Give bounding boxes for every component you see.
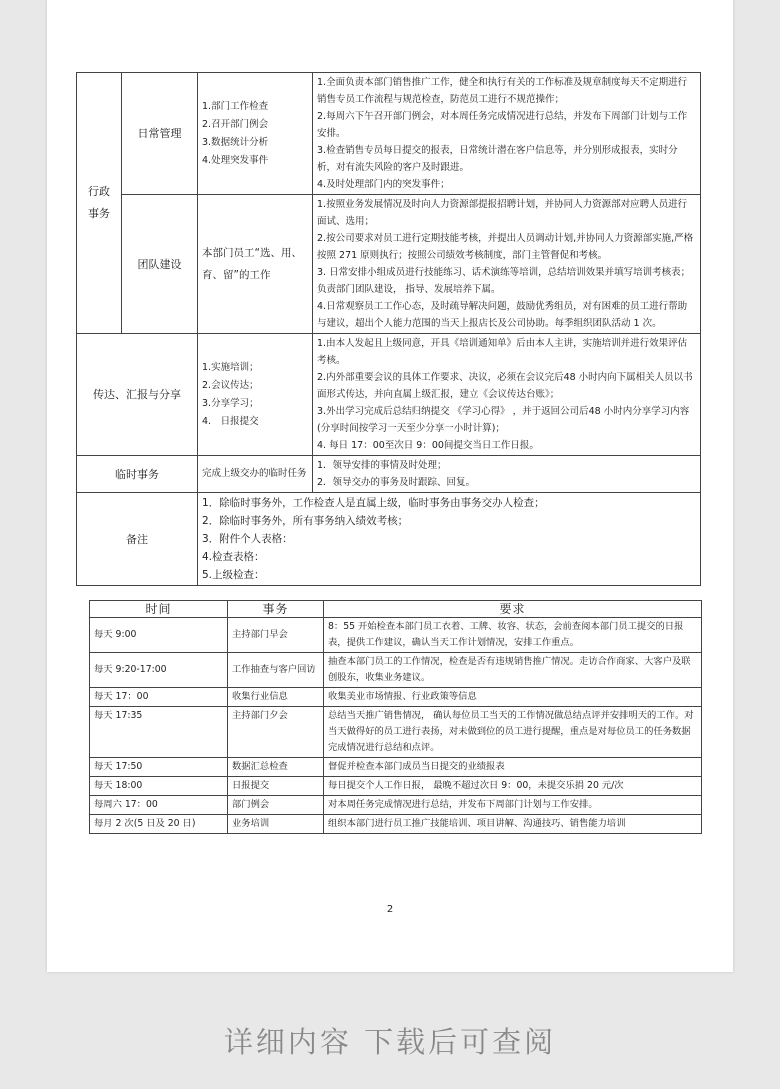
share-requirements (313, 334, 701, 456)
list-item: 1.实施培训； (202, 361, 259, 373)
list-item: 5.上级检查： (202, 569, 265, 581)
temp-requirements (313, 456, 701, 493)
requirement-cell: 8：55 开始检查本部门员工衣着、工牌、妆容、状态，会前查阅本部门员工提交的日报表，提供工作建议，确认当天工作计划情况，安排工作重点。 (324, 618, 702, 653)
team-requirements (313, 195, 701, 334)
page-number: 2 (386, 904, 394, 915)
table-row (90, 758, 702, 777)
task-cell: 日报提交 (228, 777, 324, 796)
notes-label: 备注 (77, 493, 198, 586)
share-tasks (198, 334, 313, 456)
table-row (77, 493, 701, 586)
list-item: 4.日常观察员工工作心态，及时疏导解决问题，鼓励优秀组员，对有困难的员工进行帮助与建议，超出个人能力范围的当天上报店长及公司协助。每季组织团队活动 1 次。 (317, 301, 688, 329)
admin-group-cell: 行政事务 (77, 73, 122, 334)
list-item: 4.处理突发事件 (202, 154, 269, 166)
table-row (90, 618, 702, 653)
download-hint: 详细内容 下载后可查阅 (223, 1025, 557, 1059)
table-row (77, 73, 701, 195)
list-item: 3.分享学习； (202, 397, 259, 409)
table-row (90, 815, 702, 834)
requirement-cell: 组织本部门进行员工推广技能培训、项目讲解、沟通技巧、销售能力培训 (324, 815, 702, 834)
list-item: 3．附件个人表格： (202, 533, 293, 545)
task-cell: 工作抽查与客户回访 (228, 653, 324, 688)
list-item: 1.按照业务发展情况及时向人力资源部提报招聘计划，并协同人力资源部对应聘人员进行面试、选用； (317, 199, 688, 227)
temp-label: 临时事务 (77, 456, 198, 493)
requirement-cell: 督促并检查本部门成员当日提交的业绩报表 (324, 758, 702, 777)
list-item: 3.检查销售专员每日提交的报表，日常统计潜在客户信息等，并分别形成报表，实时分析，对有流失风险的客户及时跟进。 (317, 145, 678, 173)
temp-tasks: 完成上级交办的临时任务 (198, 456, 313, 493)
daily-tasks (198, 73, 313, 195)
column-header: 事务 (228, 601, 324, 618)
column-header: 时间 (90, 601, 228, 618)
requirement-cell: 对本周任务完成情况进行总结，并发布下周部门计划与工作安排。 (324, 796, 702, 815)
document-page (47, 0, 733, 972)
list-item: 3. 日常安排小组成员进行技能练习、话术演练等培训，总结培训效果并填写培训考核表；负责部门团队建设， 指导、发展培养下属。 (317, 267, 691, 295)
requirement-cell: 收集美业市场情报、行业政策等信息 (324, 688, 702, 707)
time-cell: 每天 9:00 (90, 618, 228, 653)
list-item: 1.全面负责本部门销售推广工作，健全和执行有关的工作标准及规章制度每天不定期进行销售专员工作流程与规范检查，防范员工进行不规范操作； (317, 77, 688, 105)
list-item: 4.及时处理部门内的突发事件； (317, 179, 450, 190)
time-cell: 每周六 17：00 (90, 796, 228, 815)
list-item: 1．除临时事务外，工作检查人是直属上级，临时事务由事务交办人检查； (202, 497, 545, 509)
time-cell: 每天 9:20-17:00 (90, 653, 228, 688)
table-row (77, 334, 701, 456)
task-cell: 数据汇总检查 (228, 758, 324, 777)
table-row (90, 653, 702, 688)
share-label: 传达、汇报与分享 (77, 334, 198, 456)
requirement-cell: 抽查本部门员工的工作情况，检查是否有违规销售推广情况。走访合作商家、大客户及联创股东，收集业务建议。 (324, 653, 702, 688)
time-cell: 每天 17：00 (90, 688, 228, 707)
list-item: 2.会议传达； (202, 379, 259, 391)
list-item: 4. 每日 17：00至次日 9：00间提交当日工作日报。 (317, 440, 539, 451)
notes-content (198, 493, 701, 586)
table-row (77, 456, 701, 493)
table-row (90, 796, 702, 815)
task-cell: 业务培训 (228, 815, 324, 834)
duty-table (76, 72, 701, 586)
task-cell: 主持部门早会 (228, 618, 324, 653)
list-item: 4. 日报提交 (202, 415, 259, 427)
table-row (90, 707, 702, 758)
list-item: 1．领导安排的事情及时处理； (317, 460, 447, 471)
list-item: 1.部门工作检查 (202, 100, 269, 112)
list-item: 4.检查表格： (202, 551, 265, 563)
daily-requirements (313, 73, 701, 195)
table-row (90, 777, 702, 796)
list-item: 2．除临时事务外，所有事务纳入绩效考核； (202, 515, 409, 527)
schedule-table (89, 600, 702, 834)
list-item: 2.内外部重要会议的具体工作要求、决议，必须在会议完后48 小时内向下属相关人员以书面形式传达，并向直属上级汇报，建立《会议传达台账》； (317, 372, 693, 400)
team-label: 团队建设 (122, 195, 198, 334)
team-tasks: 本部门员工“选、用、育、留”的工作 (198, 195, 313, 334)
list-item: 2.按公司要求对员工进行定期技能考核，并提出人员调动计划,并协同人力资源部实施,严格按照 271 原则执行；按照公司绩效考核制度，部门主管督促和考核。 (317, 233, 694, 261)
task-cell: 主持部门夕会 (228, 707, 324, 758)
time-cell: 每天 18:00 (90, 777, 228, 796)
column-header: 要求 (324, 601, 702, 618)
list-item: 2.每周六下午召开部门例会，对本周任务完成情况进行总结，并发布下周部门计划与工作安排。 (317, 111, 688, 139)
time-cell: 每月 2 次(5 日及 20 日) (90, 815, 228, 834)
time-cell: 每天 17:35 (90, 707, 228, 758)
list-item: 3.外出学习完成后总结归纳提交 《学习心得》 ，并于返回公司后48 小时内分享学习内容(分享时间按学习一天至少分享一小时计算)； (317, 406, 690, 434)
time-cell: 每天 17:50 (90, 758, 228, 777)
requirement-cell: 每日提交个人工作日报， 最晚不超过次日 9：00，未提交乐捐 20 元/次 (324, 777, 702, 796)
task-cell: 收集行业信息 (228, 688, 324, 707)
list-item: 2．领导交办的事务及时跟踪、回复。 (317, 477, 476, 488)
list-item: 3.数据统计分析 (202, 136, 269, 148)
list-item: 2.召开部门例会 (202, 118, 269, 130)
requirement-cell: 总结当天推广销售情况， 确认每位员工当天的工作情况做总结点评并安排明天的工作。对当天做得好的员工进行表扬，对未做到位的员工进行提醒，重点是对每位员工的任务数据完成情况进行总结和点评。 (324, 707, 702, 758)
table-header-row (90, 601, 702, 618)
table-row (90, 688, 702, 707)
task-cell: 部门例会 (228, 796, 324, 815)
daily-label: 日常管理 (122, 73, 198, 195)
table-row (77, 195, 701, 334)
list-item: 1.由本人发起且上级同意，开具《培训通知单》后由本人主讲，实施培训并进行效果评估考核。 (317, 338, 688, 366)
